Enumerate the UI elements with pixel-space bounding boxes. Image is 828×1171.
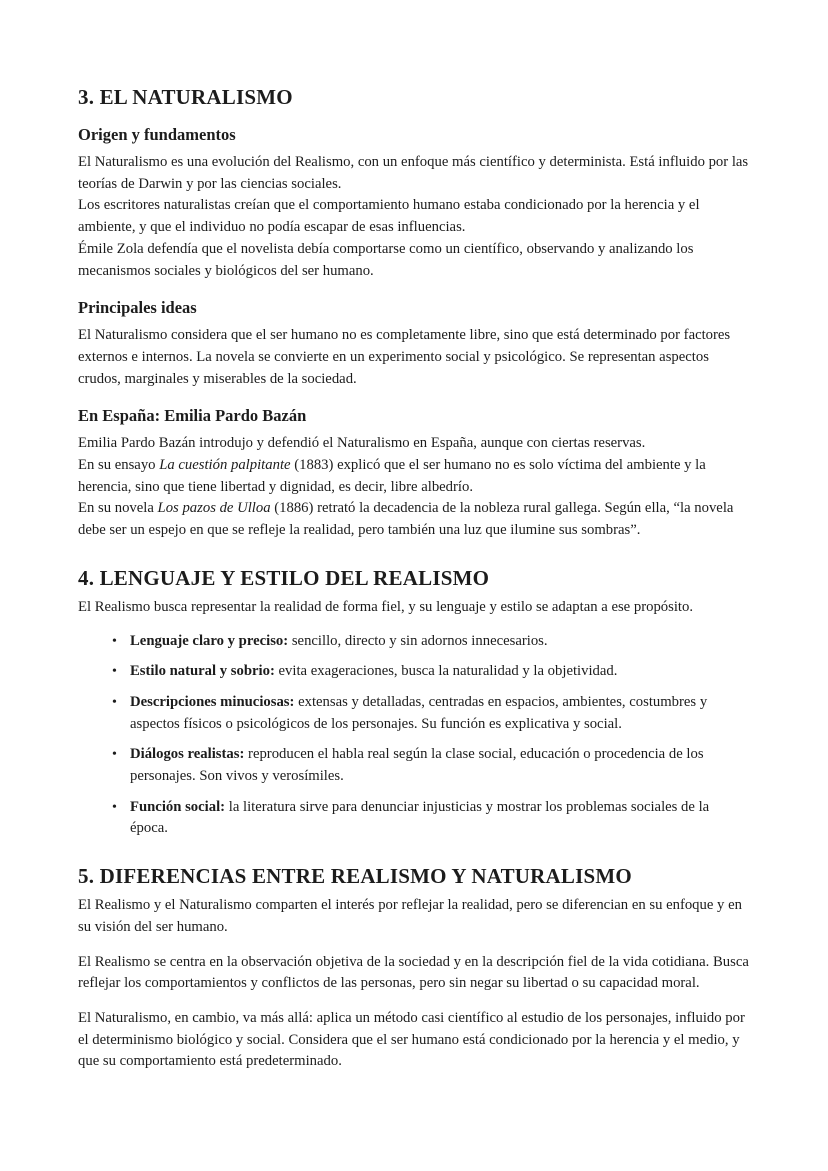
bullet-text: extensas y detalladas, centradas en espacios, ambientes, costumbres y aspectos físicos o psicológicos de los personajes. Su función es explicativa y social. — [130, 693, 708, 732]
subsection-heading-origen: Origen y fundamentos — [78, 125, 236, 144]
sentence: Emilia Pardo Bazán introdujo y defendió el Naturalismo en España, aunque con ciertas reservas. — [78, 435, 646, 452]
bullet-text: sencillo, directo y sin adornos innecesarios. — [291, 632, 548, 649]
paragraph-diferencias-2: El Realismo se centra en la observación objetiva de la sociedad y en la descripción fiel de la vida cotidiana. Busca reflejar los comportamientos y conflictos de las personas, pero sin negar su libertad o su capacidad moral. — [78, 953, 749, 992]
bullet-text: la literatura sirve para denunciar injusticias y mostrar los problemas sociales de la época. — [130, 798, 710, 837]
paragraph-principales-ideas: El Naturalismo considera que el ser humano no es completamente libre, sino que está determinado por factores externos e internos. La novela se convierte en un experimento social y psicológico. Se representan aspectos crudos, marginales y miserables de la sociedad. — [78, 327, 731, 387]
sentence: Los escritores naturalistas creían que el comportamiento humano estaba condicionado por la herencia y el ambiente, y que el individuo no podía escapar de esas influencias. — [78, 197, 700, 236]
sentence: El Naturalismo es una evolución del Realismo, con un enfoque más científico y determinista. Está influido por las teorías de Darwin y por las ciencias sociales. — [78, 154, 749, 192]
paragraph-diferencias-3: El Naturalismo, en cambio, va más allá: aplica un método casi científico al estudio de los personajes, influido por el determinismo biológico y social. Considera que el ser humano está condicionado por la herencia y el medio, y que su comportamiento está predeterminado. — [78, 1009, 745, 1070]
text-run: En su ensayo — [78, 457, 160, 474]
list-item — [110, 744, 750, 787]
sentence: Émile Zola defendía que el novelista debía comportarse como un científico, observando y analizando los mecanismos sociales y biológicos del ser humano. — [78, 240, 694, 279]
text-run: (1886) retrató la decadencia de la nobleza rural gallega. Según ella, “la novela debe ser un espejo en que se refleje la realidad, pero también una luz que ilumine sus sombras”. — [78, 500, 734, 539]
list-item — [110, 797, 750, 840]
paragraph-espana — [78, 433, 750, 542]
section-heading-diferencias: 5. DIFERENCIAS ENTRE REALISMO Y NATURALISMO — [78, 864, 632, 889]
sentence — [78, 455, 750, 498]
paragraph-lenguaje-intro: El Realismo busca representar la realidad de forma fiel, y su lenguaje y estilo se adaptan a ese propósito. — [78, 598, 694, 615]
paragraph-origen — [78, 152, 750, 282]
work-title-italic: Los pazos de Ulloa — [157, 500, 271, 517]
subsection-heading-principales-ideas: Principales ideas — [78, 298, 197, 318]
bullet-text: reproducen el habla real según la clase social, educación o procedencia de los personajes. Son vivos y verosímiles. — [130, 746, 704, 785]
subsection-heading-espana: En España: Emilia Pardo Bazán — [78, 406, 307, 426]
text-run: En su novela — [78, 500, 158, 517]
list-item — [110, 661, 750, 683]
section-heading-naturalismo: 3. EL NATURALISMO — [78, 85, 293, 109]
section-heading-lenguaje-estilo: 4. LENGUAJE Y ESTILO DEL REALISMO — [78, 565, 490, 590]
bullet-label: Estilo natural y sobrio: — [130, 663, 275, 680]
bullet-label: Descripciones minuciosas: — [130, 693, 295, 710]
work-title-italic: La cuestión palpitante — [159, 457, 291, 474]
list-item — [110, 631, 750, 653]
style-features-list — [78, 631, 750, 841]
text-run: (1883) explicó que el ser humano no es solo víctima del ambiente y la herencia, sino que tiene libertad y dignidad, es decir, libre albedrío. — [78, 457, 706, 495]
bullet-label: Función social: — [130, 798, 226, 815]
bullet-label: Diálogos realistas: — [130, 746, 245, 763]
list-item — [110, 692, 750, 735]
bullet-label: Lenguaje claro y preciso: — [130, 632, 289, 649]
paragraph-diferencias-1: El Realismo y el Naturalismo comparten el interés por reflejar la realidad, pero se diferencian en su enfoque y en su visión del ser humano. — [78, 897, 742, 935]
sentence — [78, 498, 750, 541]
bullet-text: evita exageraciones, busca la naturalidad y la objetividad. — [278, 663, 618, 680]
